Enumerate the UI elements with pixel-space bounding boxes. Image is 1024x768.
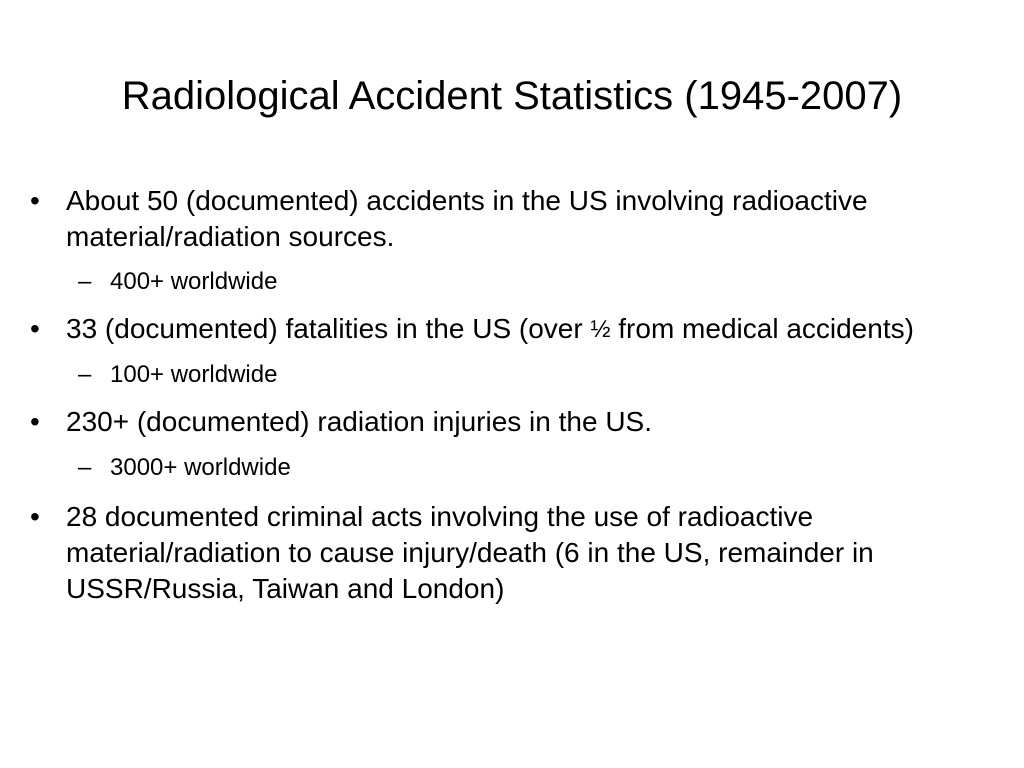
- bullet-item-us-accidents: • About 50 (documented) accidents in the US involving radioactive material/radiation sources.: [0, 183, 1024, 255]
- sub-item-worldwide-injuries: – 3000+ worldwide: [0, 453, 1024, 483]
- fatalities-text-end: from medical accidents): [610, 313, 914, 344]
- half-fraction: ½: [590, 316, 611, 343]
- sub-item-worldwide-accidents: – 400+ worldwide: [0, 267, 1024, 297]
- bullet-item-us-fatalities: [0, 311, 1024, 348]
- bullet-item-us-injuries: • 230+ (documented) radiation injuries in the US.: [0, 404, 1024, 440]
- bullet-item-criminal-acts: • 28 documented criminal acts involving the use of radioactive material/radiation to cause injury/death (6 in the US, remainder in USSR/Russia, Taiwan and London): [0, 499, 1024, 607]
- slide-title: Radiological Accident Statistics (1945-2007): [121, 74, 903, 118]
- sub-item-worldwide-fatalities: – 100+ worldwide: [0, 360, 1024, 390]
- bullet-list: [0, 183, 1024, 607]
- fatalities-text-start: 33 (documented) fatalities in the US (over: [66, 313, 591, 344]
